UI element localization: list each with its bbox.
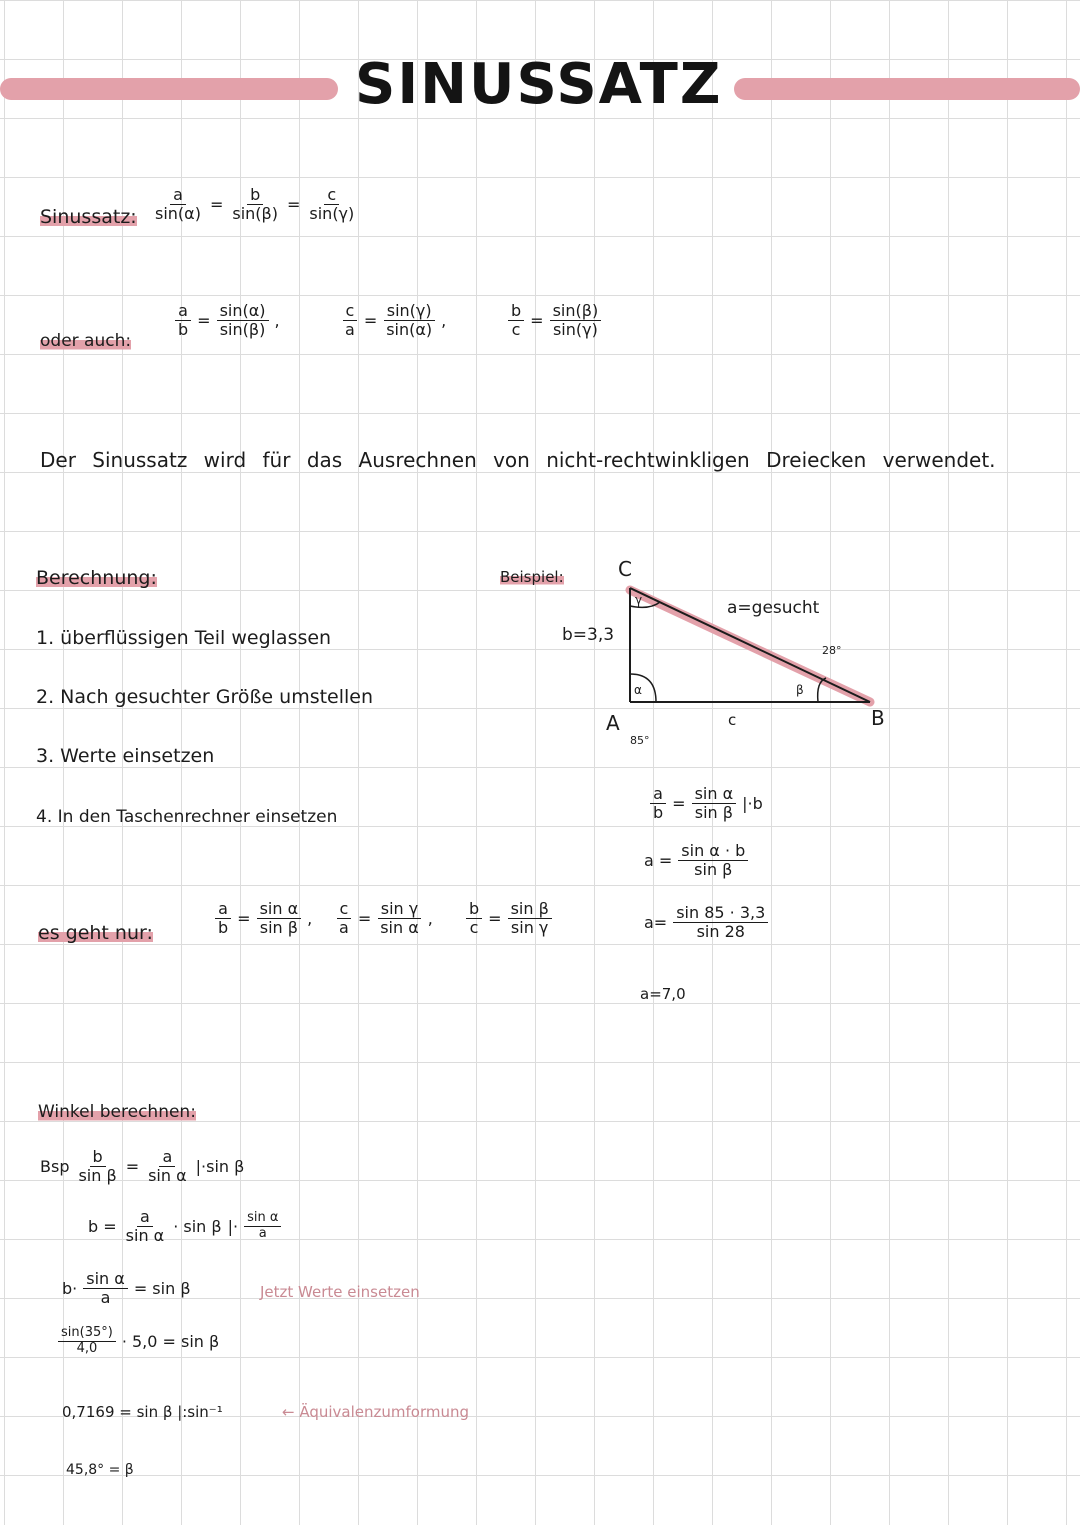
sinussatz-term-a: $\frac{a}{\sin(\alpha)}$ [155,185,201,224]
es-geht-nur-eq2: $\frac{c}{a}$ = $\frac{\text{sin γ}}{\text{sin α}}$ , [336,900,433,938]
winkel-line-5-note: ← Äquivalenzumformung [282,1403,470,1421]
angle-beta-label: β [796,683,804,697]
winkel-line-1: Bsp $\frac{b}{\text{sin β}}$ = $\frac{a}{\text{sin α}}$ |·sin β [40,1147,245,1186]
oder-auch-label: oder auch: [40,331,132,351]
es-geht-nur-eq1: $\frac{a}{b}$ = $\frac{\text{sin α}}{\text{sin β}}$ , [215,900,312,938]
berechnung-step-1: 1. überflüssigen Teil weglassen [36,627,332,649]
alpha-value: 85° [630,734,650,747]
sinussatz-term-c: $\frac{c}{\sin(\gamma)}$ [309,185,355,224]
header-bar-right [734,78,1080,100]
berechnung-step-2: 2. Nach gesuchter Größe umstellen [36,686,374,708]
side-c-label: c [728,711,737,729]
page-title: SINUSSATZ [355,52,723,117]
sinussatz-term-b: $\frac{b}{\sin(\beta)}$ [232,185,278,224]
sinussatz-formula: $\frac{a}{\sin(\alpha)}$ = $\frac{b}{\sin(\beta)}$ = $\frac{c}{\sin(\gamma)}$ [152,186,357,224]
winkel-line-2: b = $\frac{a}{\text{sin α}}$ · sin β |· $\frac{\text{sin α}}{a}$ [88,1208,281,1246]
oder-auch-eq3: $\frac{b}{c}$ = $\frac{\sin(\beta)}{\sin(\gamma)}$ [508,302,601,340]
sinussatz-label: Sinussatz: [40,206,137,228]
vertex-a: A [606,711,620,735]
winkel-label: Winkel berechnen: [38,1102,196,1122]
winkel-note: Jetzt Werte einsetzen [260,1283,420,1301]
winkel-line-5: 0,7169 = sin β |:sin⁻¹ [62,1403,223,1421]
berechnung-step-4: 4. In den Taschenrechner einsetzen [36,807,338,827]
winkel-line-4: $\frac{\sin(35^\circ)}{4,0}$ · 5,0 = sin β [58,1326,219,1357]
vertex-c: C [618,560,632,581]
usage-text: Der Sinussatz wird für das Ausrechnen von nicht-rechtwinkligen Dreiecken verwendet. [40,448,996,472]
example-triangle [590,560,890,750]
beta-value: 28° [822,644,842,657]
berechnung-label: Berechnung: [36,567,157,589]
vertex-b: B [871,706,885,730]
example-step-3: a= $\frac{\sin 85 \cdot 3,3}{\sin 28}$ [644,904,768,942]
oder-auch-eq2: $\frac{c}{a}$ = $\frac{\sin(\gamma)}{\sin(\alpha)}$ , [342,302,446,340]
example-result: a=7,0 [640,985,686,1003]
angle-alpha-label: α [634,683,642,697]
example-step-1: $\frac{a}{b}$ = $\frac{\text{sin α}}{\text{sin β}}$ |·b [650,785,763,823]
winkel-line-6: 45,8° = β [66,1462,134,1478]
es-geht-nur-eq3: $\frac{b}{c}$ = $\frac{\text{sin β}}{\text{sin γ}}$ [466,900,552,938]
angle-gamma-label: γ [635,593,643,607]
beispiel-label: Beispiel: [500,568,564,586]
oder-auch-eq1: $\frac{a}{b}$ = $\frac{\sin(\alpha)}{\sin(\beta)}$ , [175,302,280,340]
example-step-2: a = $\frac{\text{sin α · b}}{\text{sin β}}$ [644,842,748,880]
side-b-label: b=3,3 [562,625,615,645]
header-bar-left [0,78,338,100]
berechnung-step-3: 3. Werte einsetzen [36,745,215,767]
winkel-line-3: b· $\frac{\text{sin α}}{a}$ = sin β [62,1269,191,1308]
side-a-label: a=gesucht [727,598,820,618]
es-geht-nur-label: es geht nur: [38,922,153,944]
